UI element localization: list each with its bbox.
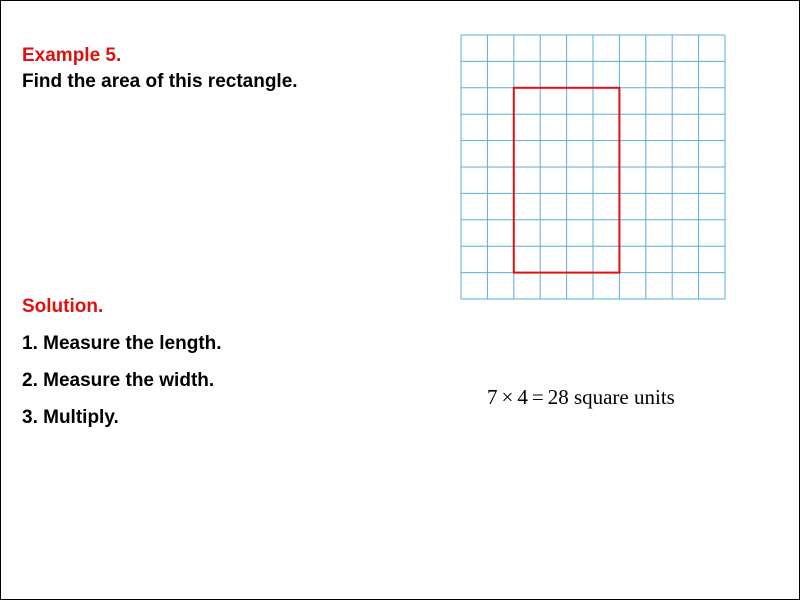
equals-sign: = [531, 385, 544, 409]
solution-step-2: 2. Measure the width. [22, 370, 215, 391]
solution-step-1: 1. Measure the length. [22, 333, 222, 354]
times-sign: × [501, 385, 514, 409]
area-equation [487, 384, 675, 410]
equation-width: 4 [517, 385, 528, 409]
solution-title: Solution. [22, 296, 104, 317]
equation-units: square units [573, 385, 675, 409]
equation-result: 28 [547, 385, 569, 409]
solution-step-3: 3. Multiply. [22, 407, 119, 428]
grid-lines [461, 35, 725, 299]
equation-length: 7 [487, 385, 498, 409]
problem-text: Find the area of this rectangle. [22, 71, 298, 92]
grid-diagram [456, 30, 730, 304]
example-title: Example 5. [22, 45, 122, 66]
